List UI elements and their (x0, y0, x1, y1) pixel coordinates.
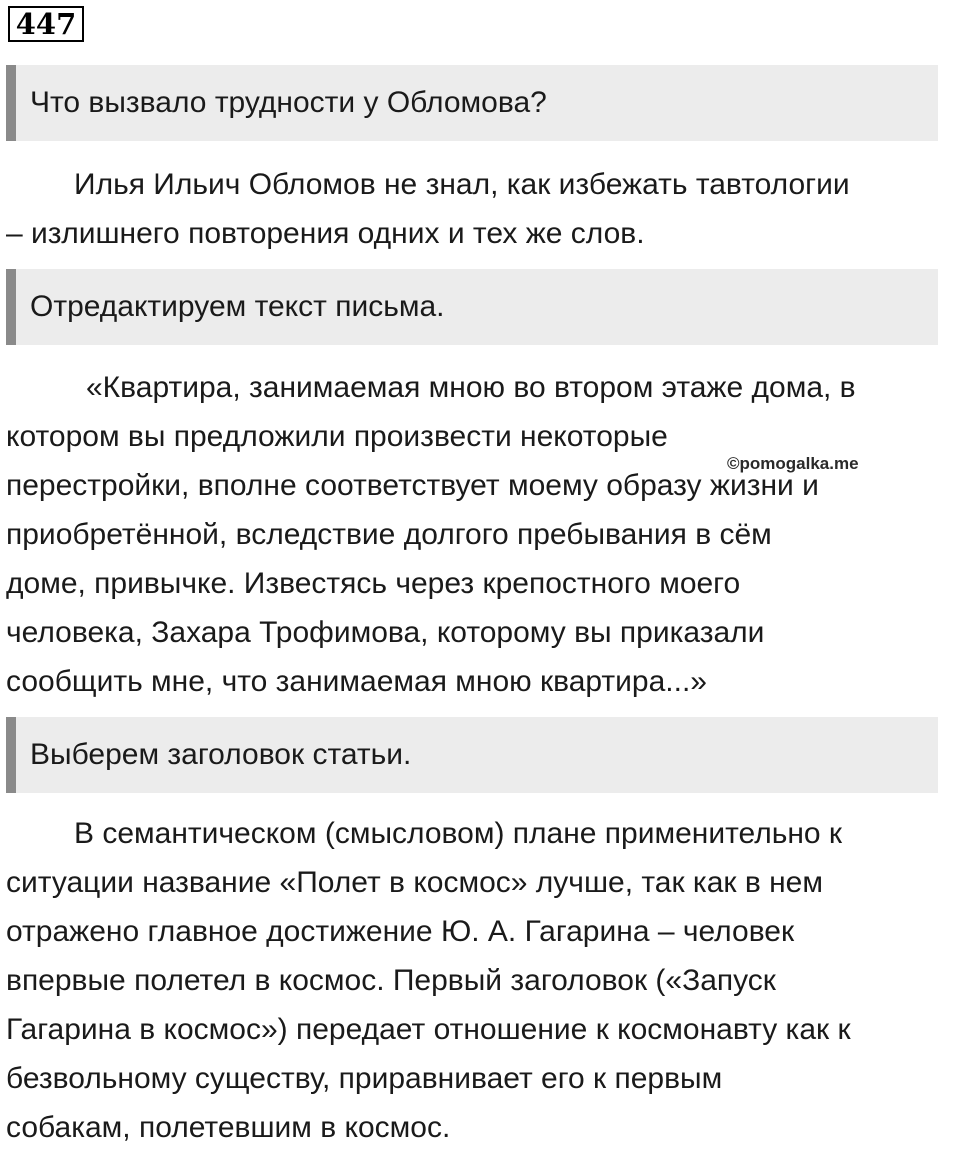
answer-text-1 (6, 160, 954, 258)
watermark: ©pomogalka.me (727, 454, 859, 473)
text-line: перестройки, вполне соответствует моему образу жизни и (6, 469, 819, 502)
text-line: впервые полетел в космос. Первый заголовок («Запуск (6, 964, 776, 997)
text-line: «Квартира, занимаемая мною во втором этаже дома, в (86, 371, 856, 404)
text-line: сообщить мне, что занимаемая мною квартира...» (6, 665, 707, 698)
task-number: 447 (8, 6, 84, 42)
text-line: Илья Ильич Обломов не знал, как избежать тавтологии (74, 168, 850, 201)
answer-text-2 (6, 363, 954, 706)
text-line: человека, Захара Трофимова, которому вы приказали (6, 616, 765, 649)
text-line: собакам, полетевшим в космос. (6, 1111, 451, 1144)
text-line: В семантическом (смысловом) плане применительно к (74, 817, 843, 850)
text-line: ситуации название «Полет в космос» лучше, так как в нем (6, 866, 823, 899)
text-line: отражено главное достижение Ю. А. Гагарина – человек (6, 915, 795, 948)
text-line: – излишнего повторения одних и тех же слов. (6, 217, 645, 250)
text-line: Гагарина в космос») передает отношение к космонавту как к (6, 1013, 851, 1046)
text-line: доме, привычке. Известясь через крепостного моего (6, 567, 741, 600)
text-line: котором вы предложили произвести некоторые (6, 420, 668, 453)
answer-text-3 (6, 809, 954, 1152)
section-heading-1: Что вызвало трудности у Обломова? (6, 65, 938, 141)
text-line: безвольному существу, приравнивает его к первым (6, 1062, 723, 1095)
section-heading-2: Отредактируем текст письма. (6, 269, 938, 345)
section-heading-3: Выберем заголовок статьи. (6, 717, 938, 793)
text-line: приобретённой, вследствие долгого пребывания в сём (6, 518, 772, 551)
